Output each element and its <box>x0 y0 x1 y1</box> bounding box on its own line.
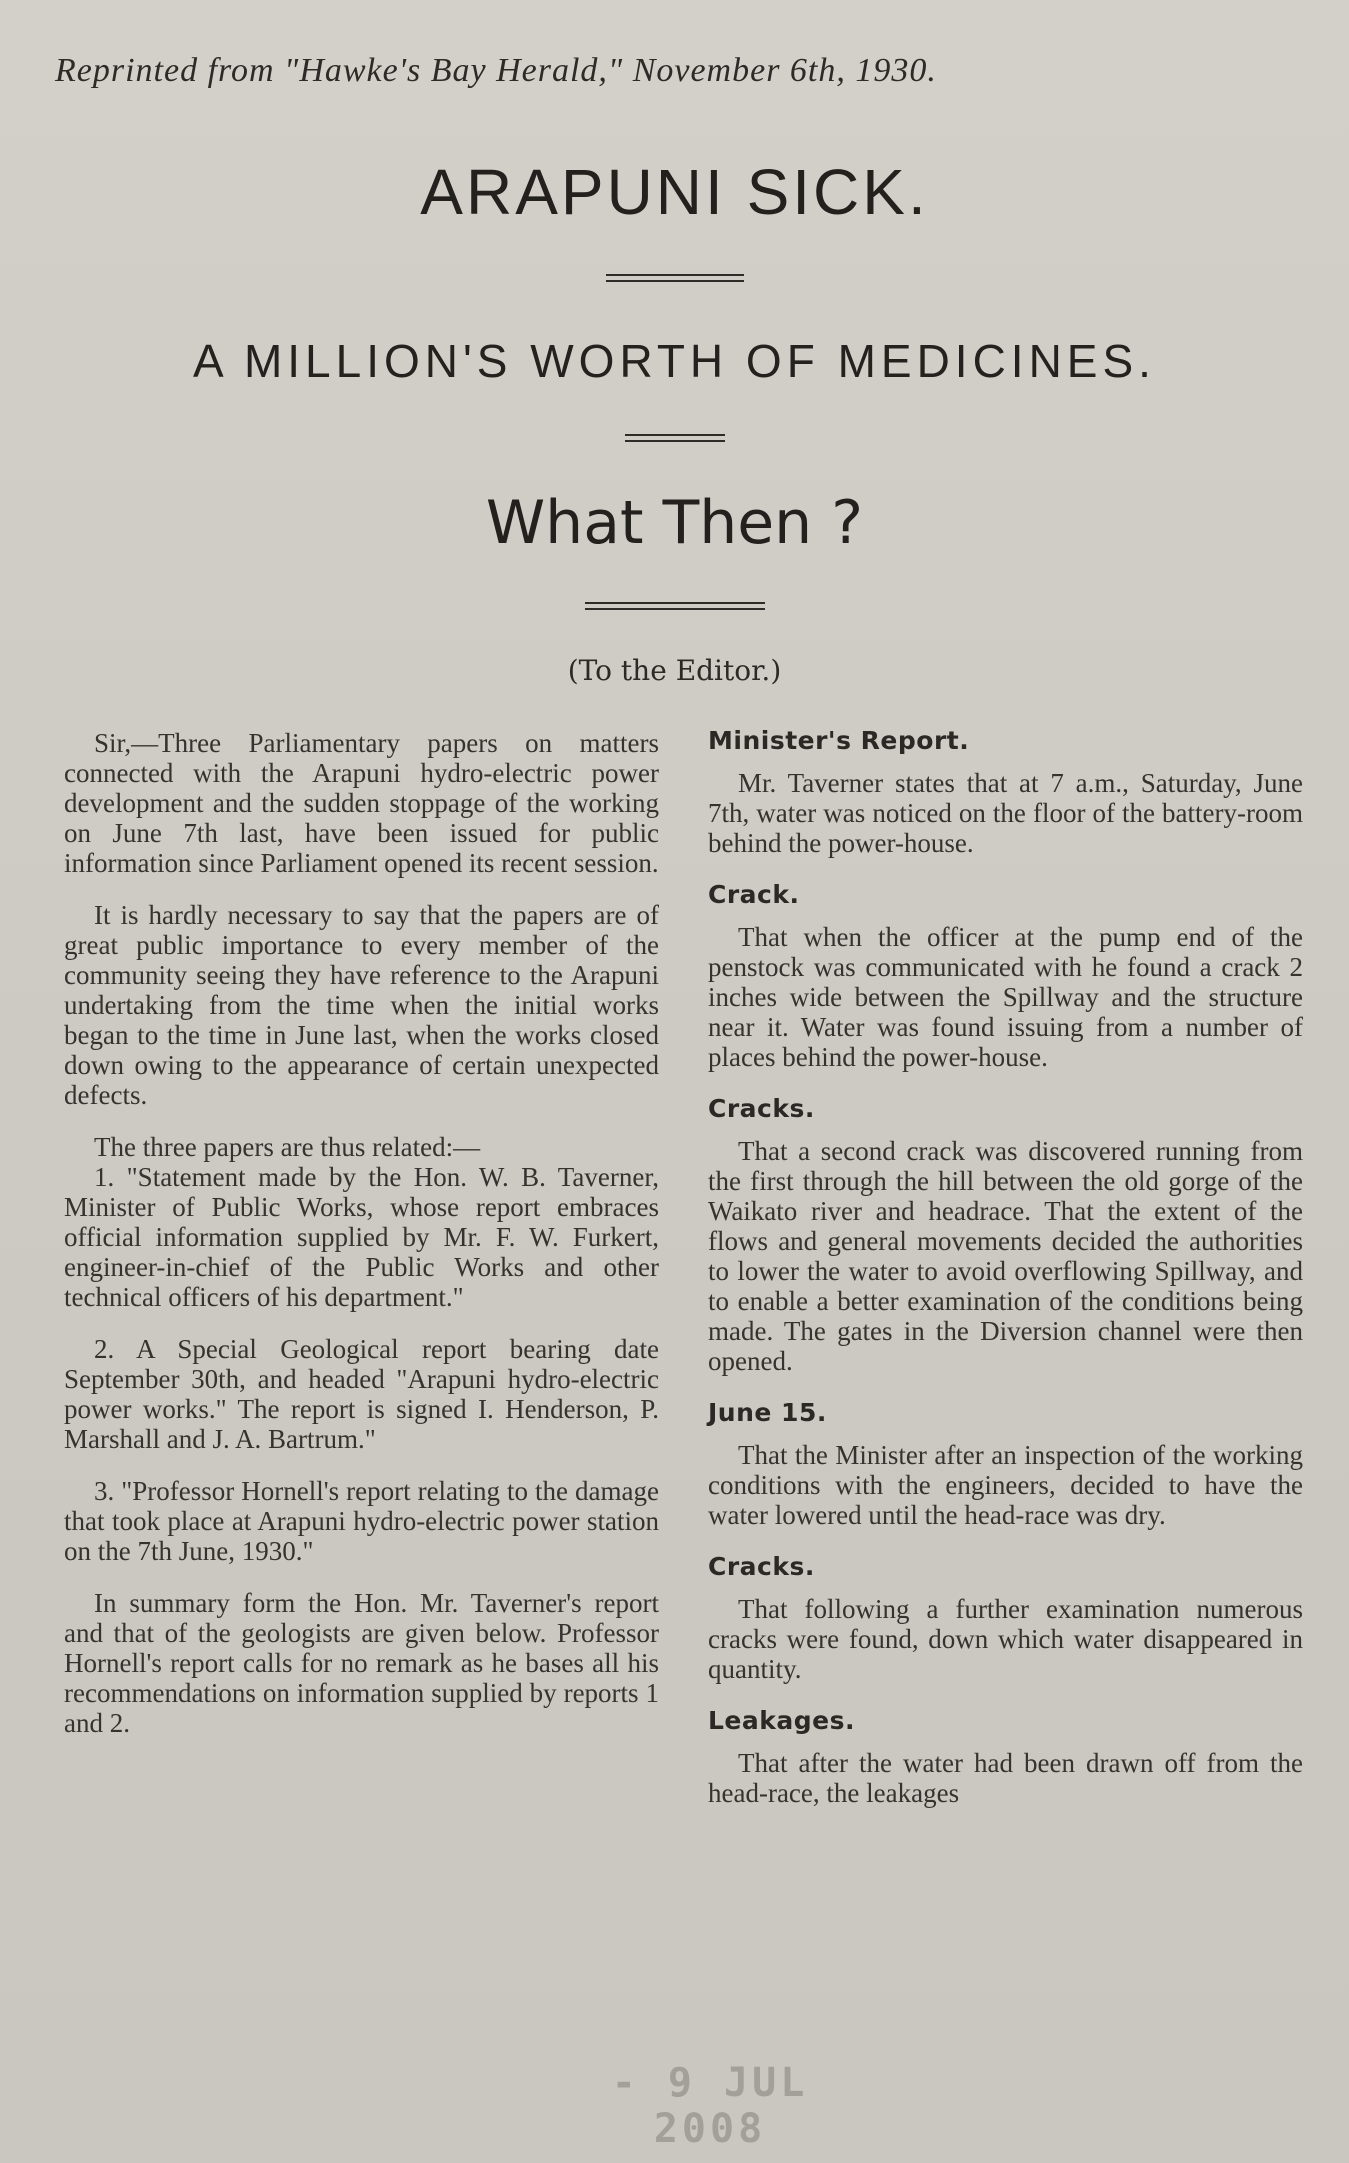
title-divider <box>606 274 744 282</box>
section-heading: Leakages. <box>708 1706 855 1735</box>
paragraph: In summary form the Hon. Mr. Taverner's report and that of the geologists are given below. Professor Hornell's report calls for no remark as he bases all his recommendations on information supplied by reports 1 and 2. <box>64 1588 659 1738</box>
list-item: 2. A Special Geological report bearing date September 30th, and headed "Arapuni hydro-electric power works." The report is signed I. Henderson, P. Marshall and J. A. Bartrum." <box>64 1334 659 1454</box>
list-item: 3. "Professor Hornell's report relating to the damage that took place at Arapuni hydro-electric power station on the 7th June, 1930." <box>64 1476 659 1566</box>
section-heading: Cracks. <box>708 1552 815 1581</box>
subtitle: A MILLION'S WORTH OF MEDICINES. <box>193 335 1156 387</box>
paragraph: It is hardly necessary to say that the papers are of great public importance to every member of the community seeing they have reference to the Arapuni undertaking from the time when the initial works began to the time in June last, when the works closed down owing to the appearance of certain unexpected defects. <box>64 900 659 1110</box>
paragraph: That following a further examination numerous cracks were found, down which water disappeared in quantity. <box>708 1594 1303 1684</box>
paragraph: That after the water had been drawn off from the head-race, the leakages <box>708 1748 1303 1808</box>
question-heading: What Then ? <box>485 488 864 558</box>
right-column <box>708 726 1303 1830</box>
paragraph: That a second crack was discovered running from the first through the hill between the old gorge of the Waikato river and headrace. That the extent of the flows and general movements decided the authorities to lower the water to avoid overflowing Spillway, and to enable a better examination of the conditions being made. The gates in the Diversion channel were then opened. <box>708 1136 1303 1376</box>
editor-line: (To the Editor.) <box>567 654 782 687</box>
page-title: ARAPUNI SICK. <box>420 156 929 228</box>
paragraph: The three papers are thus related:— <box>94 1132 481 1162</box>
paragraph: That when the officer at the pump end of the penstock was communicated with he found a crack 2 inches wide between the Spillway and the structure near it. Water was found issuing from a number of places behind the power-house. <box>708 922 1303 1072</box>
section-heading: June 15. <box>708 1398 827 1427</box>
paragraph: That the Minister after an inspection of the working conditions with the engineers, decided to have the water lowered until the head-race was dry. <box>708 1440 1303 1530</box>
reprint-line: Reprinted from "Hawke's Bay Herald," November 6th, 1930. <box>55 52 937 89</box>
section-heading: Cracks. <box>708 1094 815 1123</box>
section-heading: Crack. <box>708 880 800 909</box>
left-column <box>64 728 659 1760</box>
paragraph: Sir,—Three Parliamentary papers on matters connected with the Arapuni hydro-electric power development and the sudden stoppage of the working on June 7th last, have been issued for public information since Parliament opened its recent session. <box>64 728 659 878</box>
subtitle-divider <box>625 434 725 442</box>
paragraph: Mr. Taverner states that at 7 a.m., Saturday, June 7th, water was noticed on the floor of the battery-room behind the power-house. <box>708 768 1303 858</box>
date-stamp: - 9 JUL 2008 <box>611 2060 809 2152</box>
list-item: 1. "Statement made by the Hon. W. B. Taverner, Minister of Public Works, whose report embraces official information supplied by Mr. F. W. Furkert, engineer-in-chief of the Public Works and other technical officers of his department." <box>64 1162 659 1312</box>
question-divider <box>585 602 765 610</box>
section-heading: Minister's Report. <box>708 726 970 755</box>
